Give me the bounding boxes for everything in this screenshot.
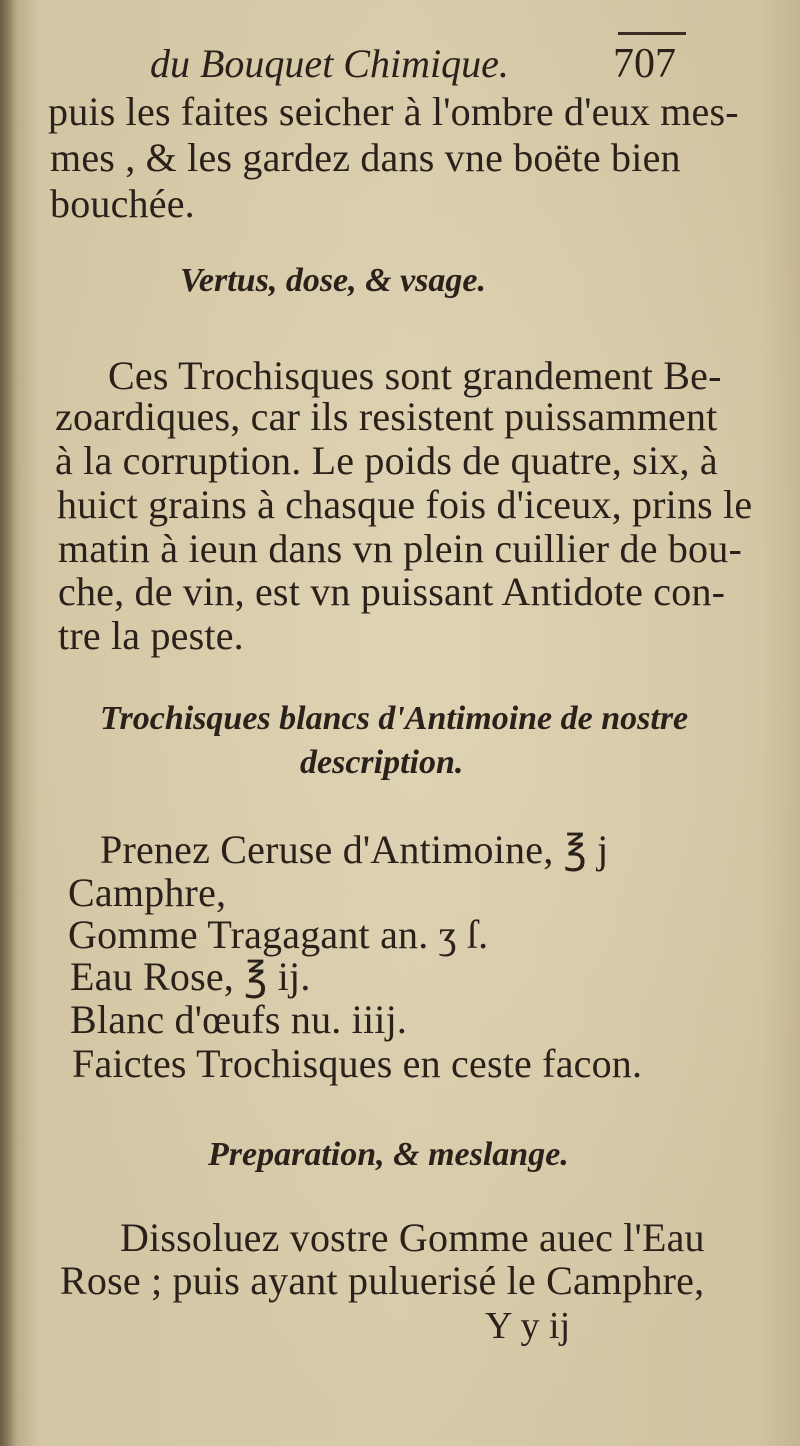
running-header-title: du Bouquet Chimique.	[150, 41, 509, 86]
text-line: mes , & les gardez dans vne boëte bien	[50, 135, 681, 180]
text-line: bouchée.	[50, 181, 195, 226]
page-number-rule	[618, 32, 686, 35]
section-heading-trochisques: Trochisques blancs d'Antimoine de nostre	[100, 700, 689, 737]
recipe-line: Blanc d'œufs nu. iiij.	[70, 997, 408, 1042]
section-heading-preparation: Preparation, & meslange.	[208, 1136, 569, 1173]
page-gutter-shadow	[0, 0, 18, 1446]
section-heading-trochisques-continued: description.	[300, 744, 464, 781]
text-line: Ces Trochisques sont grandement Be-	[108, 353, 722, 398]
text-line: tre la peste.	[58, 613, 244, 658]
text-line: zoardiques, car ils resistent puissamment	[55, 394, 718, 439]
recipe-line: Prenez Ceruse d'Antimoine, ℥ j	[100, 827, 609, 872]
section-heading-virtues: Vertus, dose, & vsage.	[180, 262, 486, 299]
recipe-line: Faictes Trochisques en ceste facon.	[72, 1041, 643, 1086]
text-line: huict grains à chasque fois d'iceux, prins le	[57, 482, 753, 527]
recipe-line: Gomme Tragagant an. ʒ ſ.	[68, 912, 489, 957]
recipe-line: Eau Rose, ℥ ij.	[70, 954, 311, 999]
text-line: Dissoluez vostre Gomme auec l'Eau	[120, 1215, 705, 1260]
signature-mark: Y y ij	[485, 1305, 571, 1347]
recipe-line: Camphre,	[68, 870, 227, 915]
text-line: matin à ieun dans vn plein cuillier de bou-	[58, 526, 742, 571]
page-number: 707	[613, 41, 676, 87]
text-line: Rose ; puis ayant puluerisé le Camphre,	[60, 1258, 705, 1303]
text-line: puis les faites seicher à l'ombre d'eux mes-	[48, 89, 739, 134]
text-line: à la corruption. Le poids de quatre, six, à	[55, 438, 718, 483]
text-line: che, de vin, est vn puissant Antidote con-	[58, 569, 726, 614]
